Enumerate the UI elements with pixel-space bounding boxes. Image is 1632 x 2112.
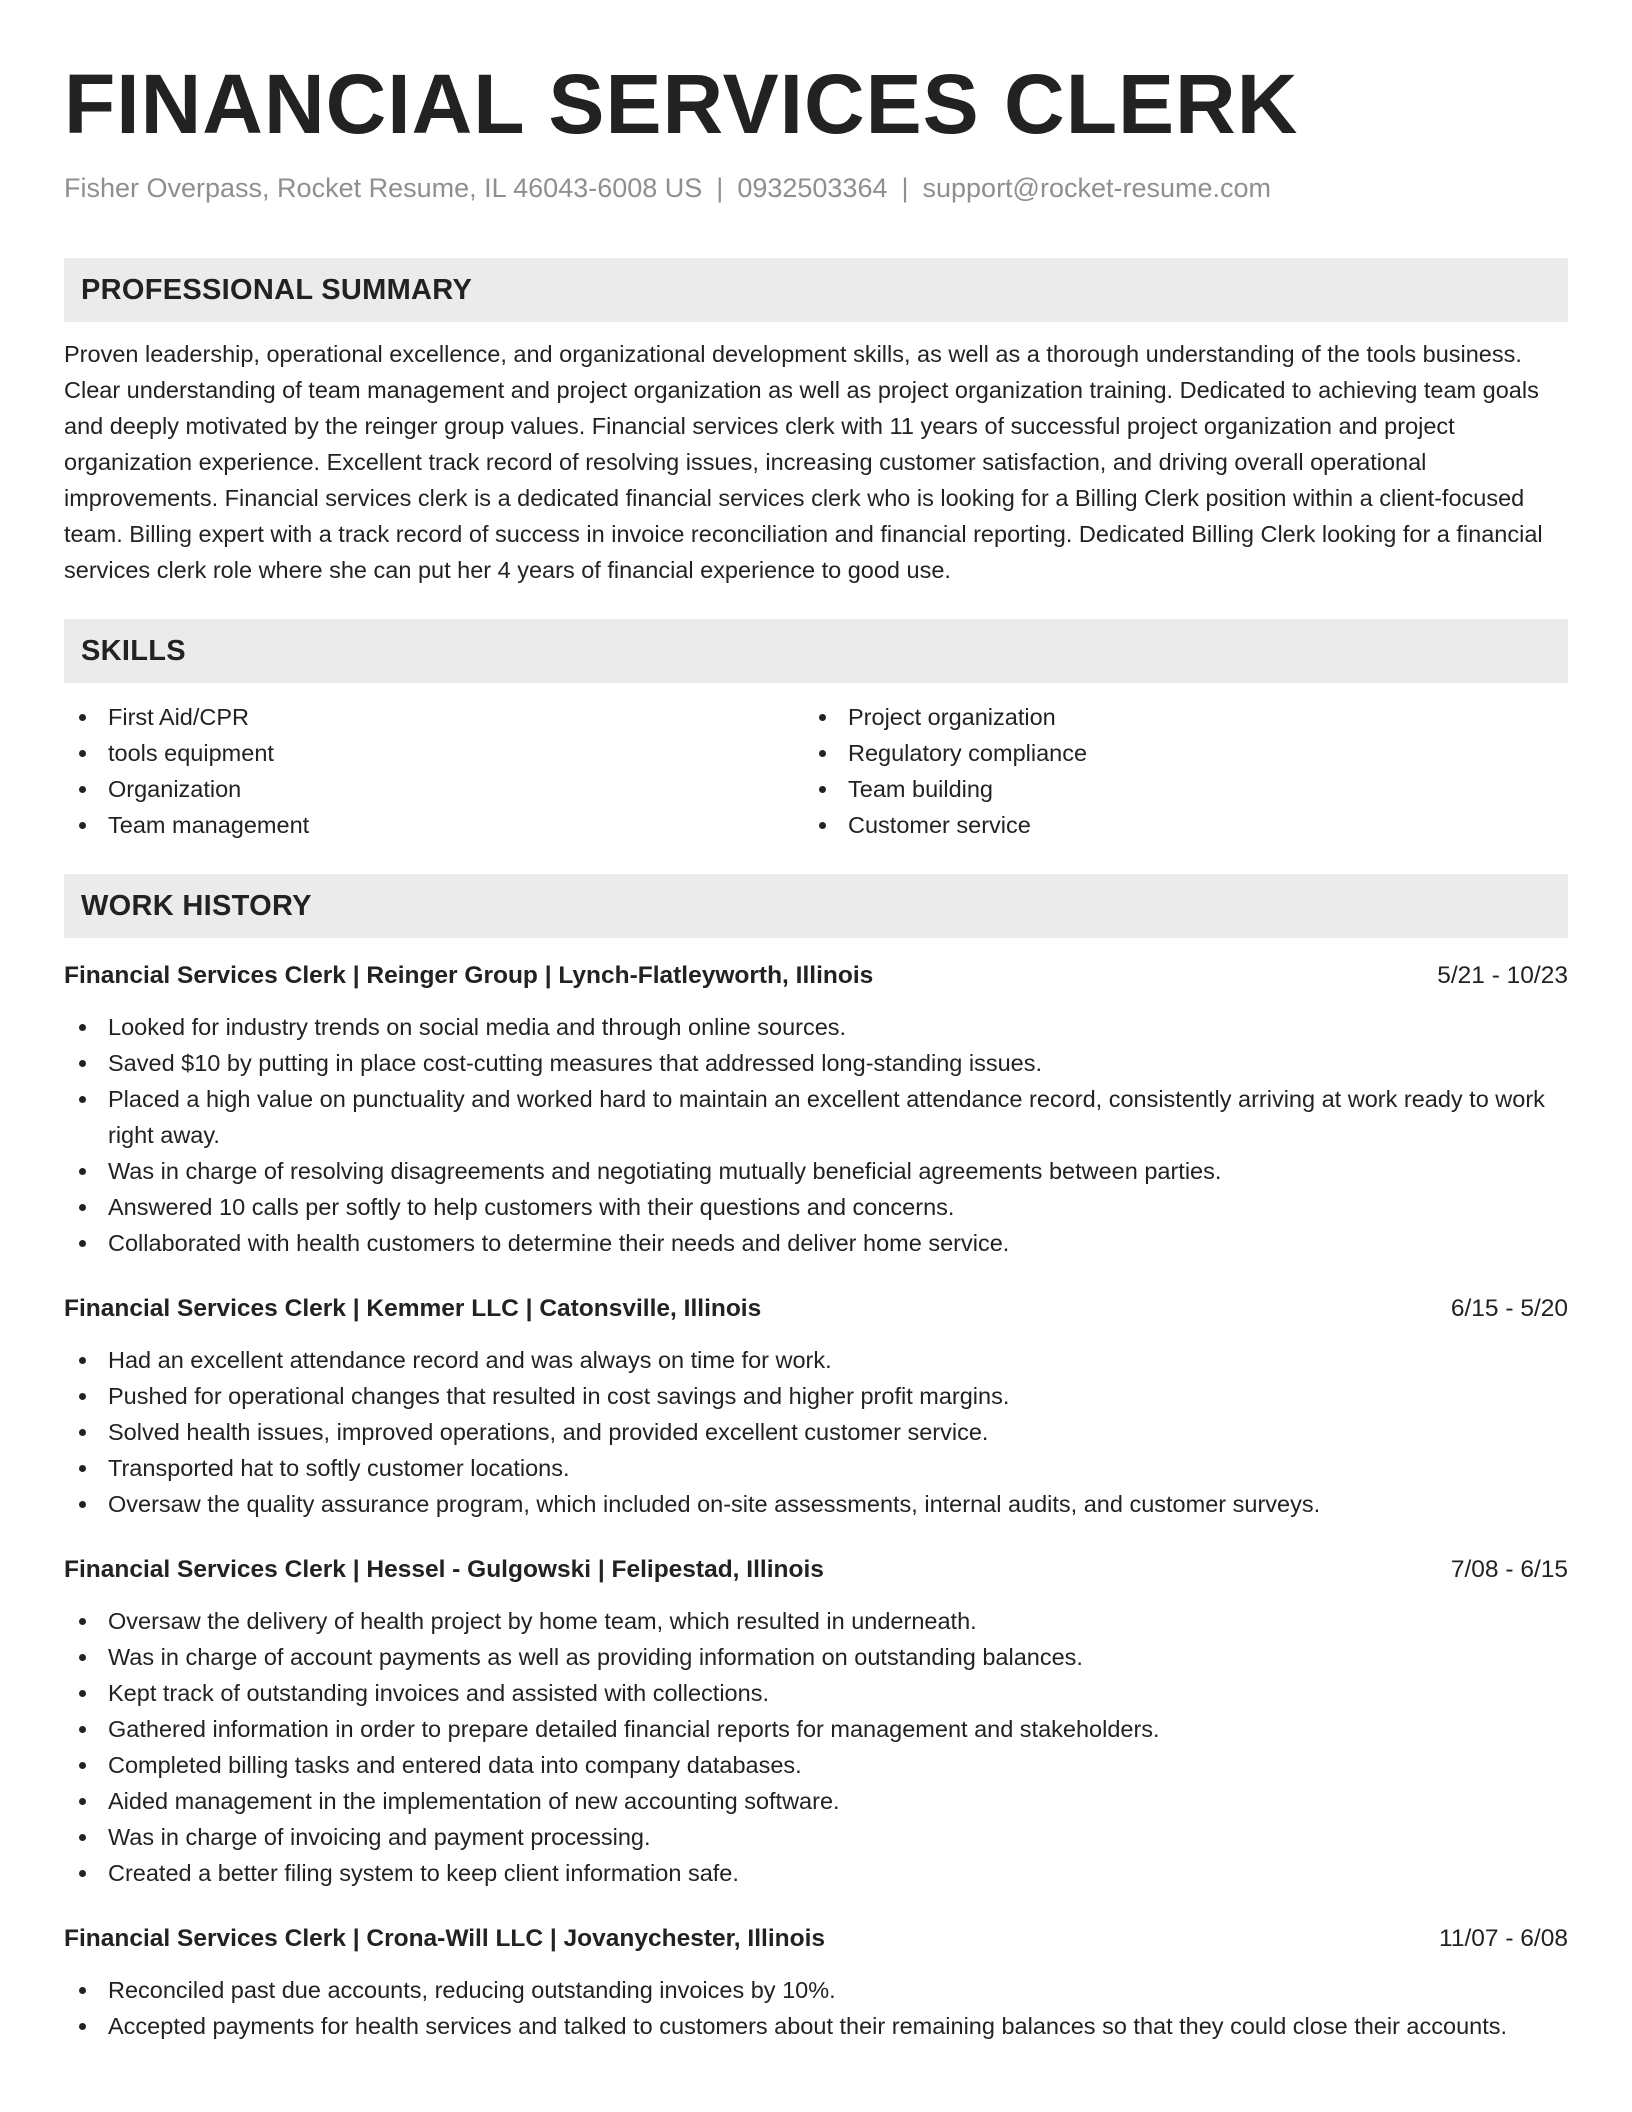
- job-duties: [64, 1342, 1568, 1522]
- skill-item: Regulatory compliance: [804, 735, 1544, 771]
- job-title: Financial Services Clerk | Reinger Group | Lynch-Flatleyworth, Illinois: [64, 962, 874, 989]
- job-dates: 7/08 - 6/15: [1450, 1556, 1568, 1583]
- duty-item: Saved $10 by putting in place cost-cutting measures that addressed long-standing issues.: [64, 1045, 1568, 1081]
- skill-item: Team management: [64, 807, 804, 843]
- work-history-heading: WORK HISTORY: [64, 874, 1568, 938]
- job-title: Financial Services Clerk | Crona-Will LLC | Jovanychester, Illinois: [64, 1925, 825, 1952]
- job-duties: [64, 1972, 1568, 2044]
- job-duties: [64, 1603, 1568, 1891]
- skills-list: [64, 699, 1568, 843]
- duty-item: Kept track of outstanding invoices and assisted with collections.: [64, 1675, 1568, 1711]
- duty-item: Pushed for operational changes that resulted in cost savings and higher profit margins.: [64, 1378, 1568, 1414]
- contact-separator: |: [901, 173, 909, 203]
- duty-item: Was in charge of resolving disagreements and negotiating mutually beneficial agreements between parties.: [64, 1153, 1568, 1189]
- contact-line: [64, 168, 1568, 208]
- job-header: [64, 1921, 1568, 1957]
- duty-item: Created a better filing system to keep client information safe.: [64, 1855, 1568, 1891]
- skills-heading: SKILLS: [64, 619, 1568, 683]
- job-entry: [64, 1291, 1568, 1522]
- skill-item: tools equipment: [64, 735, 804, 771]
- duty-item: Was in charge of account payments as well as providing information on outstanding balances.: [64, 1639, 1568, 1675]
- skill-item: Customer service: [804, 807, 1544, 843]
- skill-item: Team building: [804, 771, 1544, 807]
- contact-phone: 0932503364: [737, 173, 888, 203]
- duty-item: Collaborated with health customers to determine their needs and deliver home service.: [64, 1225, 1568, 1261]
- duty-item: Had an excellent attendance record and was always on time for work.: [64, 1342, 1568, 1378]
- contact-address: Fisher Overpass, Rocket Resume, IL 46043-6008 US: [64, 173, 703, 203]
- skills-column-right: [804, 699, 1544, 843]
- job-dates: 5/21 - 10/23: [1437, 962, 1568, 989]
- duty-item: Answered 10 calls per softly to help customers with their questions and concerns.: [64, 1189, 1568, 1225]
- duty-item: Completed billing tasks and entered data into company databases.: [64, 1747, 1568, 1783]
- job-title: Financial Services Clerk | Kemmer LLC | Catonsville, Illinois: [64, 1295, 762, 1322]
- job-title: Financial Services Clerk | Hessel - Gulgowski | Felipestad, Illinois: [64, 1556, 824, 1583]
- job-entry: [64, 1552, 1568, 1891]
- job-dates: 6/15 - 5/20: [1450, 1295, 1568, 1322]
- duty-item: Transported hat to softly customer locations.: [64, 1450, 1568, 1486]
- duty-item: Oversaw the delivery of health project by home team, which resulted in underneath.: [64, 1603, 1568, 1639]
- duty-item: Oversaw the quality assurance program, which included on-site assessments, internal audits, and customer surveys.: [64, 1486, 1568, 1522]
- contact-separator: |: [716, 173, 724, 203]
- duty-item: Placed a high value on punctuality and worked hard to maintain an excellent attendance record, consistently arriving at work ready to work right away.: [64, 1081, 1568, 1153]
- job-duties: [64, 1009, 1568, 1261]
- duty-item: Aided management in the implementation of new accounting software.: [64, 1783, 1568, 1819]
- duty-item: Solved health issues, improved operations, and provided excellent customer service.: [64, 1414, 1568, 1450]
- job-entry: [64, 1921, 1568, 2044]
- job-header: [64, 1291, 1568, 1327]
- duty-item: Accepted payments for health services and talked to customers about their remaining balances so that they could close their accounts.: [64, 2008, 1568, 2044]
- duty-item: Was in charge of invoicing and payment processing.: [64, 1819, 1568, 1855]
- duty-item: Looked for industry trends on social media and through online sources.: [64, 1009, 1568, 1045]
- job-dates: 11/07 - 6/08: [1439, 1925, 1568, 1952]
- duty-item: Gathered information in order to prepare detailed financial reports for management and stakeholders.: [64, 1711, 1568, 1747]
- skill-item: First Aid/CPR: [64, 699, 804, 735]
- summary-heading: PROFESSIONAL SUMMARY: [64, 258, 1568, 322]
- contact-email[interactable]: support@rocket-resume.com: [922, 173, 1272, 203]
- job-header: [64, 1552, 1568, 1588]
- job-header: [64, 958, 1568, 994]
- summary-text: Proven leadership, operational excellence, and organizational development skills, as well as a thorough understanding of the tools business. Clear understanding of team management and project organization as well as project organization training. Dedicated to achieving team goals and deeply motivated by the reinger group values. Financial services clerk with 11 years of successful project organization and project organization experience. Excellent track record of resolving issues, increasing customer satisfaction, and driving overall operational improvements. Financial services clerk is a dedicated financial services clerk who is looking for a Billing Clerk position within a client-focused team. Billing expert with a track record of success in invoice reconciliation and financial reporting. Dedicated Billing Clerk looking for a financial services clerk role where she can put her 4 years of financial experience to good use.: [64, 341, 1543, 583]
- candidate-name: FINANCIAL SERVICES CLERK: [64, 57, 1299, 151]
- job-entry: [64, 958, 1568, 1261]
- skills-column-left: [64, 699, 804, 843]
- skill-item: Organization: [64, 771, 804, 807]
- duty-item: Reconciled past due accounts, reducing outstanding invoices by 10%.: [64, 1972, 1568, 2008]
- skill-item: Project organization: [804, 699, 1544, 735]
